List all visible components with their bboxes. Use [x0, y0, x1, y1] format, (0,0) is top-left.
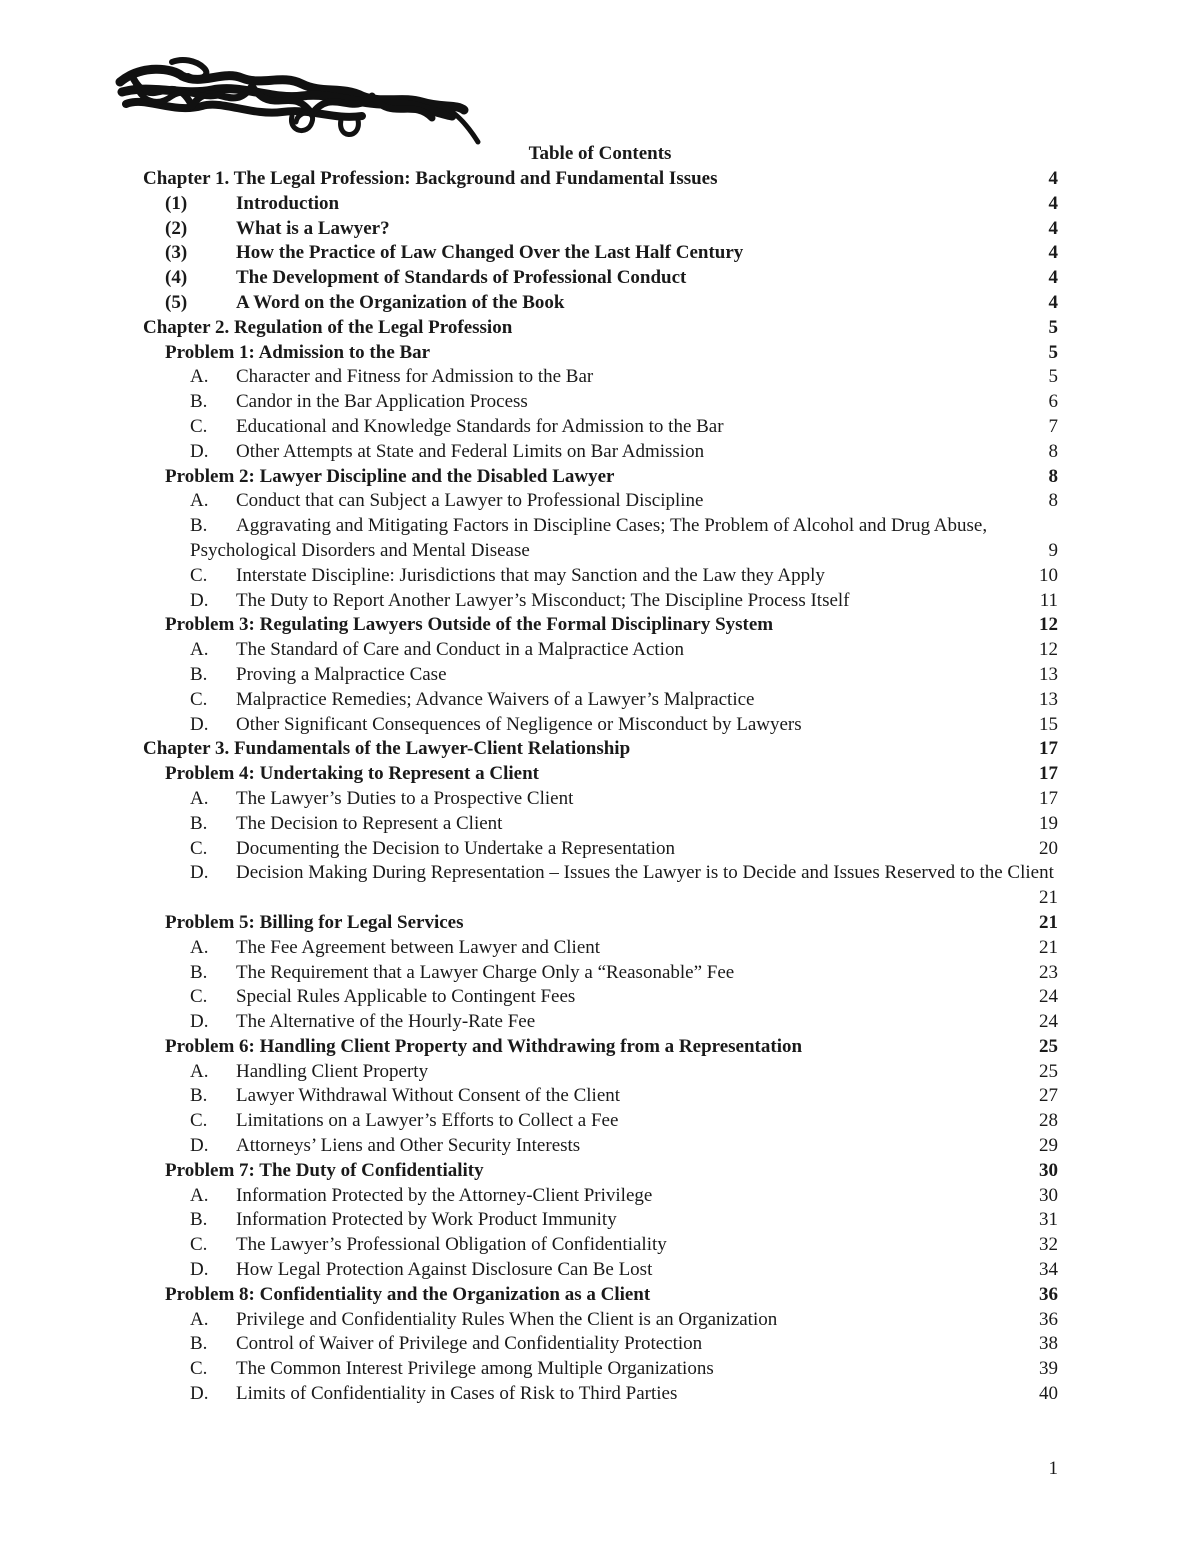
- toc-entry-sub: [0, 1134, 1200, 1159]
- toc-entry-marker: A.: [190, 1184, 209, 1206]
- toc-entry-title: Privilege and Confidentiality Rules When the Client is an Organization: [236, 1308, 778, 1330]
- toc-entry-page: 17: [1039, 738, 1058, 760]
- toc-entry-marker: D.: [190, 440, 209, 462]
- toc-entry-marker: B.: [190, 812, 208, 834]
- toc-entry-marker: (1): [165, 192, 188, 214]
- toc-entry-page: 4: [1048, 168, 1058, 189]
- toc-entry-sub: [0, 440, 1200, 465]
- toc-entry-title: Interstate Discipline: Jurisdictions that may Sanction and the Law they Apply: [236, 564, 825, 586]
- toc-entry-page: 30: [1039, 1184, 1058, 1206]
- toc-entry-sub: [0, 1258, 1200, 1283]
- toc-entry-page: 12: [1039, 639, 1058, 661]
- toc-entry-marker: D.: [190, 862, 209, 884]
- toc-entry-title: How Legal Protection Against Disclosure Can Be Lost: [236, 1259, 653, 1281]
- toc-entry-page: 31: [1039, 1209, 1058, 1231]
- toc-entry-title: The Standard of Care and Conduct in a Malpractice Action: [236, 639, 684, 661]
- toc-entry-page: 13: [1039, 688, 1058, 710]
- toc-entry-page: 23: [1039, 961, 1058, 983]
- toc-entry-title: Malpractice Remedies; Advance Waivers of a Lawyer’s Malpractice: [236, 688, 755, 710]
- toc-entry-page: 4: [1048, 291, 1058, 313]
- toc-entry-page: 34: [1039, 1259, 1058, 1281]
- toc-entry-marker: (2): [165, 217, 188, 239]
- toc-entry-page: 4: [1048, 267, 1058, 289]
- toc-entry-page: 13: [1039, 663, 1058, 685]
- toc-entry-title: Documenting the Decision to Undertake a Representation: [236, 837, 675, 859]
- toc-entry-sub: [0, 812, 1200, 837]
- toc-entry-sub: [0, 1332, 1200, 1357]
- toc-entry-page: 30: [1039, 1159, 1058, 1181]
- toc-entry-numbered: [0, 241, 1200, 266]
- toc-entry-title: Attorneys’ Liens and Other Security Interests: [236, 1135, 581, 1157]
- toc-entry-title: Special Rules Applicable to Contingent Fees: [236, 986, 576, 1008]
- toc-entry-numbered: [0, 291, 1200, 316]
- toc-entry-title: Problem 2: Lawyer Discipline and the Disabled Lawyer: [165, 465, 615, 487]
- toc-entry-page: 40: [1039, 1383, 1058, 1405]
- toc-entry-sub: [0, 514, 1200, 564]
- toc-entry-sub: [0, 688, 1200, 713]
- toc-entry-title: Problem 8: Confidentiality and the Organization as a Client: [165, 1283, 651, 1305]
- toc-entry-marker: C.: [190, 1358, 208, 1380]
- toc-entry-marker: B.: [190, 391, 208, 413]
- toc-entry-title: Introduction: [236, 192, 340, 214]
- toc-entry-sub: [0, 936, 1200, 961]
- toc-entry-title: The Decision to Represent a Client: [236, 812, 503, 834]
- toc-entry-title: Problem 5: Billing for Legal Services: [165, 911, 464, 933]
- toc-entry-title: Limits of Confidentiality in Cases of Risk to Third Parties: [236, 1383, 678, 1405]
- toc-entry-sub: [0, 1308, 1200, 1333]
- toc-entry-page: 19: [1039, 812, 1058, 834]
- toc-entry-page: 27: [1039, 1085, 1058, 1107]
- toc-entry-marker: D.: [190, 1383, 209, 1405]
- page-number: 1: [1048, 1458, 1058, 1479]
- toc-entry-marker: A.: [190, 1308, 209, 1330]
- toc-entry-chapter: [0, 316, 1200, 341]
- toc-entry-title: Problem 7: The Duty of Confidentiality: [165, 1159, 484, 1181]
- toc-entry-sub: [0, 415, 1200, 440]
- toc-entry-sub: [0, 713, 1200, 738]
- toc-entry-title: Control of Waiver of Privilege and Confidentiality Protection: [236, 1333, 703, 1355]
- toc-entry-title: The Lawyer’s Professional Obligation of Confidentiality: [236, 1234, 667, 1256]
- toc-entry-title: Decision Making During Representation – Issues the Lawyer is to Decide and Issues Reserved to the Client: [236, 862, 1054, 884]
- toc-entry-sub: [0, 861, 1200, 911]
- toc-entry-marker: C.: [190, 986, 208, 1008]
- toc-entry-problem: [0, 911, 1200, 936]
- toc-entry-title: The Requirement that a Lawyer Charge Only a “Reasonable” Fee: [236, 961, 735, 983]
- toc-entry-title: How the Practice of Law Changed Over the Last Half Century: [236, 242, 744, 264]
- toc-entry-problem: [0, 1159, 1200, 1184]
- toc-entry-marker: C.: [190, 415, 208, 437]
- toc-list: [0, 167, 1200, 1407]
- toc-entry-page: 10: [1039, 564, 1058, 586]
- toc-entry-sub: [0, 1109, 1200, 1134]
- toc-entry-title: What is a Lawyer?: [236, 217, 390, 239]
- toc-entry-title: Chapter 3. Fundamentals of the Lawyer-Client Relationship: [143, 738, 631, 760]
- toc-entry-marker: C.: [190, 564, 208, 586]
- toc-entry-title: Educational and Knowledge Standards for Admission to the Bar: [236, 415, 724, 437]
- toc-entry-page: 36: [1039, 1283, 1058, 1305]
- toc-entry-page: 38: [1039, 1333, 1058, 1355]
- toc-entry-sub: [0, 663, 1200, 688]
- toc-entry-problem: [0, 762, 1200, 787]
- toc-entry-marker: C.: [190, 1110, 208, 1132]
- toc-entry-marker: C.: [190, 837, 208, 859]
- toc-entry-sub: [0, 1184, 1200, 1209]
- toc-entry-page: 4: [1048, 217, 1058, 239]
- toc-entry-marker: A.: [190, 787, 209, 809]
- toc-entry-sub: [0, 1382, 1200, 1407]
- toc-entry-title: Problem 4: Undertaking to Represent a Client: [165, 763, 539, 785]
- toc-entry-page: 24: [1039, 1011, 1058, 1033]
- toc-entry-title: Problem 3: Regulating Lawyers Outside of the Formal Disciplinary System: [165, 614, 774, 636]
- toc-entry-page: 5: [1048, 316, 1058, 338]
- toc-entry-sub: [0, 1010, 1200, 1035]
- toc-entry-marker: B.: [190, 663, 208, 685]
- toc-entry-marker: D.: [190, 713, 209, 735]
- toc-entry-title: Candor in the Bar Application Process: [236, 391, 528, 413]
- toc-entry-numbered: [0, 217, 1200, 242]
- toc-entry-marker: A.: [190, 936, 209, 958]
- toc-entry-marker: B.: [190, 515, 208, 537]
- toc-title: Table of Contents: [528, 143, 672, 164]
- toc-entry-numbered: [0, 192, 1200, 217]
- toc-entry-page: 17: [1039, 763, 1058, 785]
- toc-entry-sub: [0, 1084, 1200, 1109]
- toc-entry-marker: D.: [190, 1135, 209, 1157]
- toc-entry-page: 20: [1039, 837, 1058, 859]
- toc-entry-sub: [0, 1233, 1200, 1258]
- toc-entry-marker: A.: [190, 366, 209, 388]
- toc-entry-sub: [0, 365, 1200, 390]
- toc-entry-title: Chapter 2. Regulation of the Legal Profession: [143, 316, 513, 338]
- toc-entry-page: 29: [1039, 1135, 1058, 1157]
- toc-entry-marker: B.: [190, 1209, 208, 1231]
- toc-entry-marker: (5): [165, 291, 188, 313]
- toc-entry-marker: B.: [190, 1085, 208, 1107]
- toc-entry-page: 8: [1048, 490, 1058, 512]
- toc-entry-marker: B.: [190, 961, 208, 983]
- toc-entry-problem: [0, 1283, 1200, 1308]
- toc-entry-page: 39: [1039, 1358, 1058, 1380]
- toc-entry-sub: [0, 390, 1200, 415]
- toc-entry-marker: C.: [190, 1234, 208, 1256]
- toc-entry-title: Other Attempts at State and Federal Limits on Bar Admission: [236, 440, 705, 462]
- toc-entry-title: Aggravating and Mitigating Factors in Discipline Cases; The Problem of Alcohol and Drug Abuse, Psychological Disorders and Mental Disease: [190, 515, 988, 561]
- toc-entry-page: 11: [1039, 589, 1058, 611]
- redaction-scribble: [112, 56, 484, 148]
- toc-entry-sub: [0, 589, 1200, 614]
- toc-entry-page: 9: [1048, 539, 1058, 561]
- toc-entry-page: 36: [1039, 1308, 1058, 1330]
- toc-entry-title: Character and Fitness for Admission to the Bar: [236, 366, 594, 388]
- toc-entry-title: The Development of Standards of Professional Conduct: [236, 267, 687, 289]
- toc-entry-chapter: [0, 737, 1200, 762]
- toc-entry-title: A Word on the Organization of the Book: [236, 291, 565, 313]
- toc-entry-sub: [0, 489, 1200, 514]
- toc-entry-marker: D.: [190, 1011, 209, 1033]
- toc-entry-title: Proving a Malpractice Case: [236, 663, 447, 685]
- toc-entry-page: 25: [1039, 1035, 1058, 1057]
- toc-entry-page: 21: [1039, 887, 1058, 909]
- toc-entry-title: The Lawyer’s Duties to a Prospective Client: [236, 787, 574, 809]
- toc-entry-sub: [0, 787, 1200, 812]
- toc-entry-page: 32: [1039, 1234, 1058, 1256]
- toc-entry-sub: [0, 837, 1200, 862]
- toc-entry-page: 5: [1048, 341, 1058, 363]
- toc-entry-page: 25: [1039, 1060, 1058, 1082]
- toc-entry-marker: B.: [190, 1333, 208, 1355]
- toc-entry-page: 4: [1048, 242, 1058, 264]
- toc-entry-marker: A.: [190, 639, 209, 661]
- toc-entry-page: 6: [1048, 391, 1058, 413]
- toc-entry-marker: C.: [190, 688, 208, 710]
- toc-entry-sub: [0, 564, 1200, 589]
- toc-entry-page: 5: [1048, 366, 1058, 388]
- toc-entry-marker: (3): [165, 242, 188, 264]
- toc-entry-chapter: [0, 167, 1200, 192]
- toc-entry-problem: [0, 341, 1200, 366]
- toc-entry-title: Limitations on a Lawyer’s Efforts to Collect a Fee: [236, 1110, 619, 1132]
- toc-entry-sub: [0, 961, 1200, 986]
- toc-entry-page: 12: [1039, 614, 1058, 636]
- toc-entry-marker: A.: [190, 490, 209, 512]
- toc-entry-page: 7: [1048, 415, 1058, 437]
- toc-entry-title: Handling Client Property: [236, 1060, 429, 1082]
- toc-entry-sub: [0, 1357, 1200, 1382]
- toc-entry-title: The Fee Agreement between Lawyer and Client: [236, 936, 601, 958]
- toc-entry-problem: [0, 1035, 1200, 1060]
- toc-entry-title: Information Protected by the Attorney-Client Privilege: [236, 1184, 653, 1206]
- toc-entry-title: Conduct that can Subject a Lawyer to Professional Discipline: [236, 490, 704, 512]
- toc-entry-title: Lawyer Withdrawal Without Consent of the Client: [236, 1085, 621, 1107]
- toc-entry-page: 17: [1039, 787, 1058, 809]
- toc-entry-title: The Common Interest Privilege among Multiple Organizations: [236, 1358, 714, 1380]
- toc-entry-marker: D.: [190, 1259, 209, 1281]
- toc-entry-numbered: [0, 266, 1200, 291]
- toc-entry-title: The Alternative of the Hourly-Rate Fee: [236, 1011, 536, 1033]
- toc-entry-sub: [0, 985, 1200, 1010]
- toc-entry-marker: D.: [190, 589, 209, 611]
- toc-entry-problem: [0, 465, 1200, 490]
- toc-entry-page: 8: [1048, 465, 1058, 487]
- toc-entry-page: 15: [1039, 713, 1058, 735]
- toc-entry-title: Information Protected by Work Product Immunity: [236, 1209, 617, 1231]
- toc-entry-page: 21: [1039, 936, 1058, 958]
- toc-entry-sub: [0, 1060, 1200, 1085]
- toc-entry-sub: [0, 638, 1200, 663]
- toc-entry-sub: [0, 1208, 1200, 1233]
- toc-entry-title: Other Significant Consequences of Negligence or Misconduct by Lawyers: [236, 713, 802, 735]
- toc-entry-title: Problem 6: Handling Client Property and Withdrawing from a Representation: [165, 1035, 803, 1057]
- toc-entry-title: Problem 1: Admission to the Bar: [165, 341, 431, 363]
- toc-entry-title: The Duty to Report Another Lawyer’s Misconduct; The Discipline Process Itself: [236, 589, 850, 611]
- toc-entry-page: 4: [1048, 192, 1058, 214]
- toc-entry-page: 8: [1048, 440, 1058, 462]
- toc-entry-marker: (4): [165, 267, 188, 289]
- toc-entry-page: 28: [1039, 1110, 1058, 1132]
- toc-entry-marker: A.: [190, 1060, 209, 1082]
- toc-entry-page: 24: [1039, 986, 1058, 1008]
- toc-entry-title: Chapter 1. The Legal Profession: Background and Fundamental Issues: [143, 168, 718, 189]
- toc-entry-page: 21: [1039, 911, 1058, 933]
- toc-entry-problem: [0, 613, 1200, 638]
